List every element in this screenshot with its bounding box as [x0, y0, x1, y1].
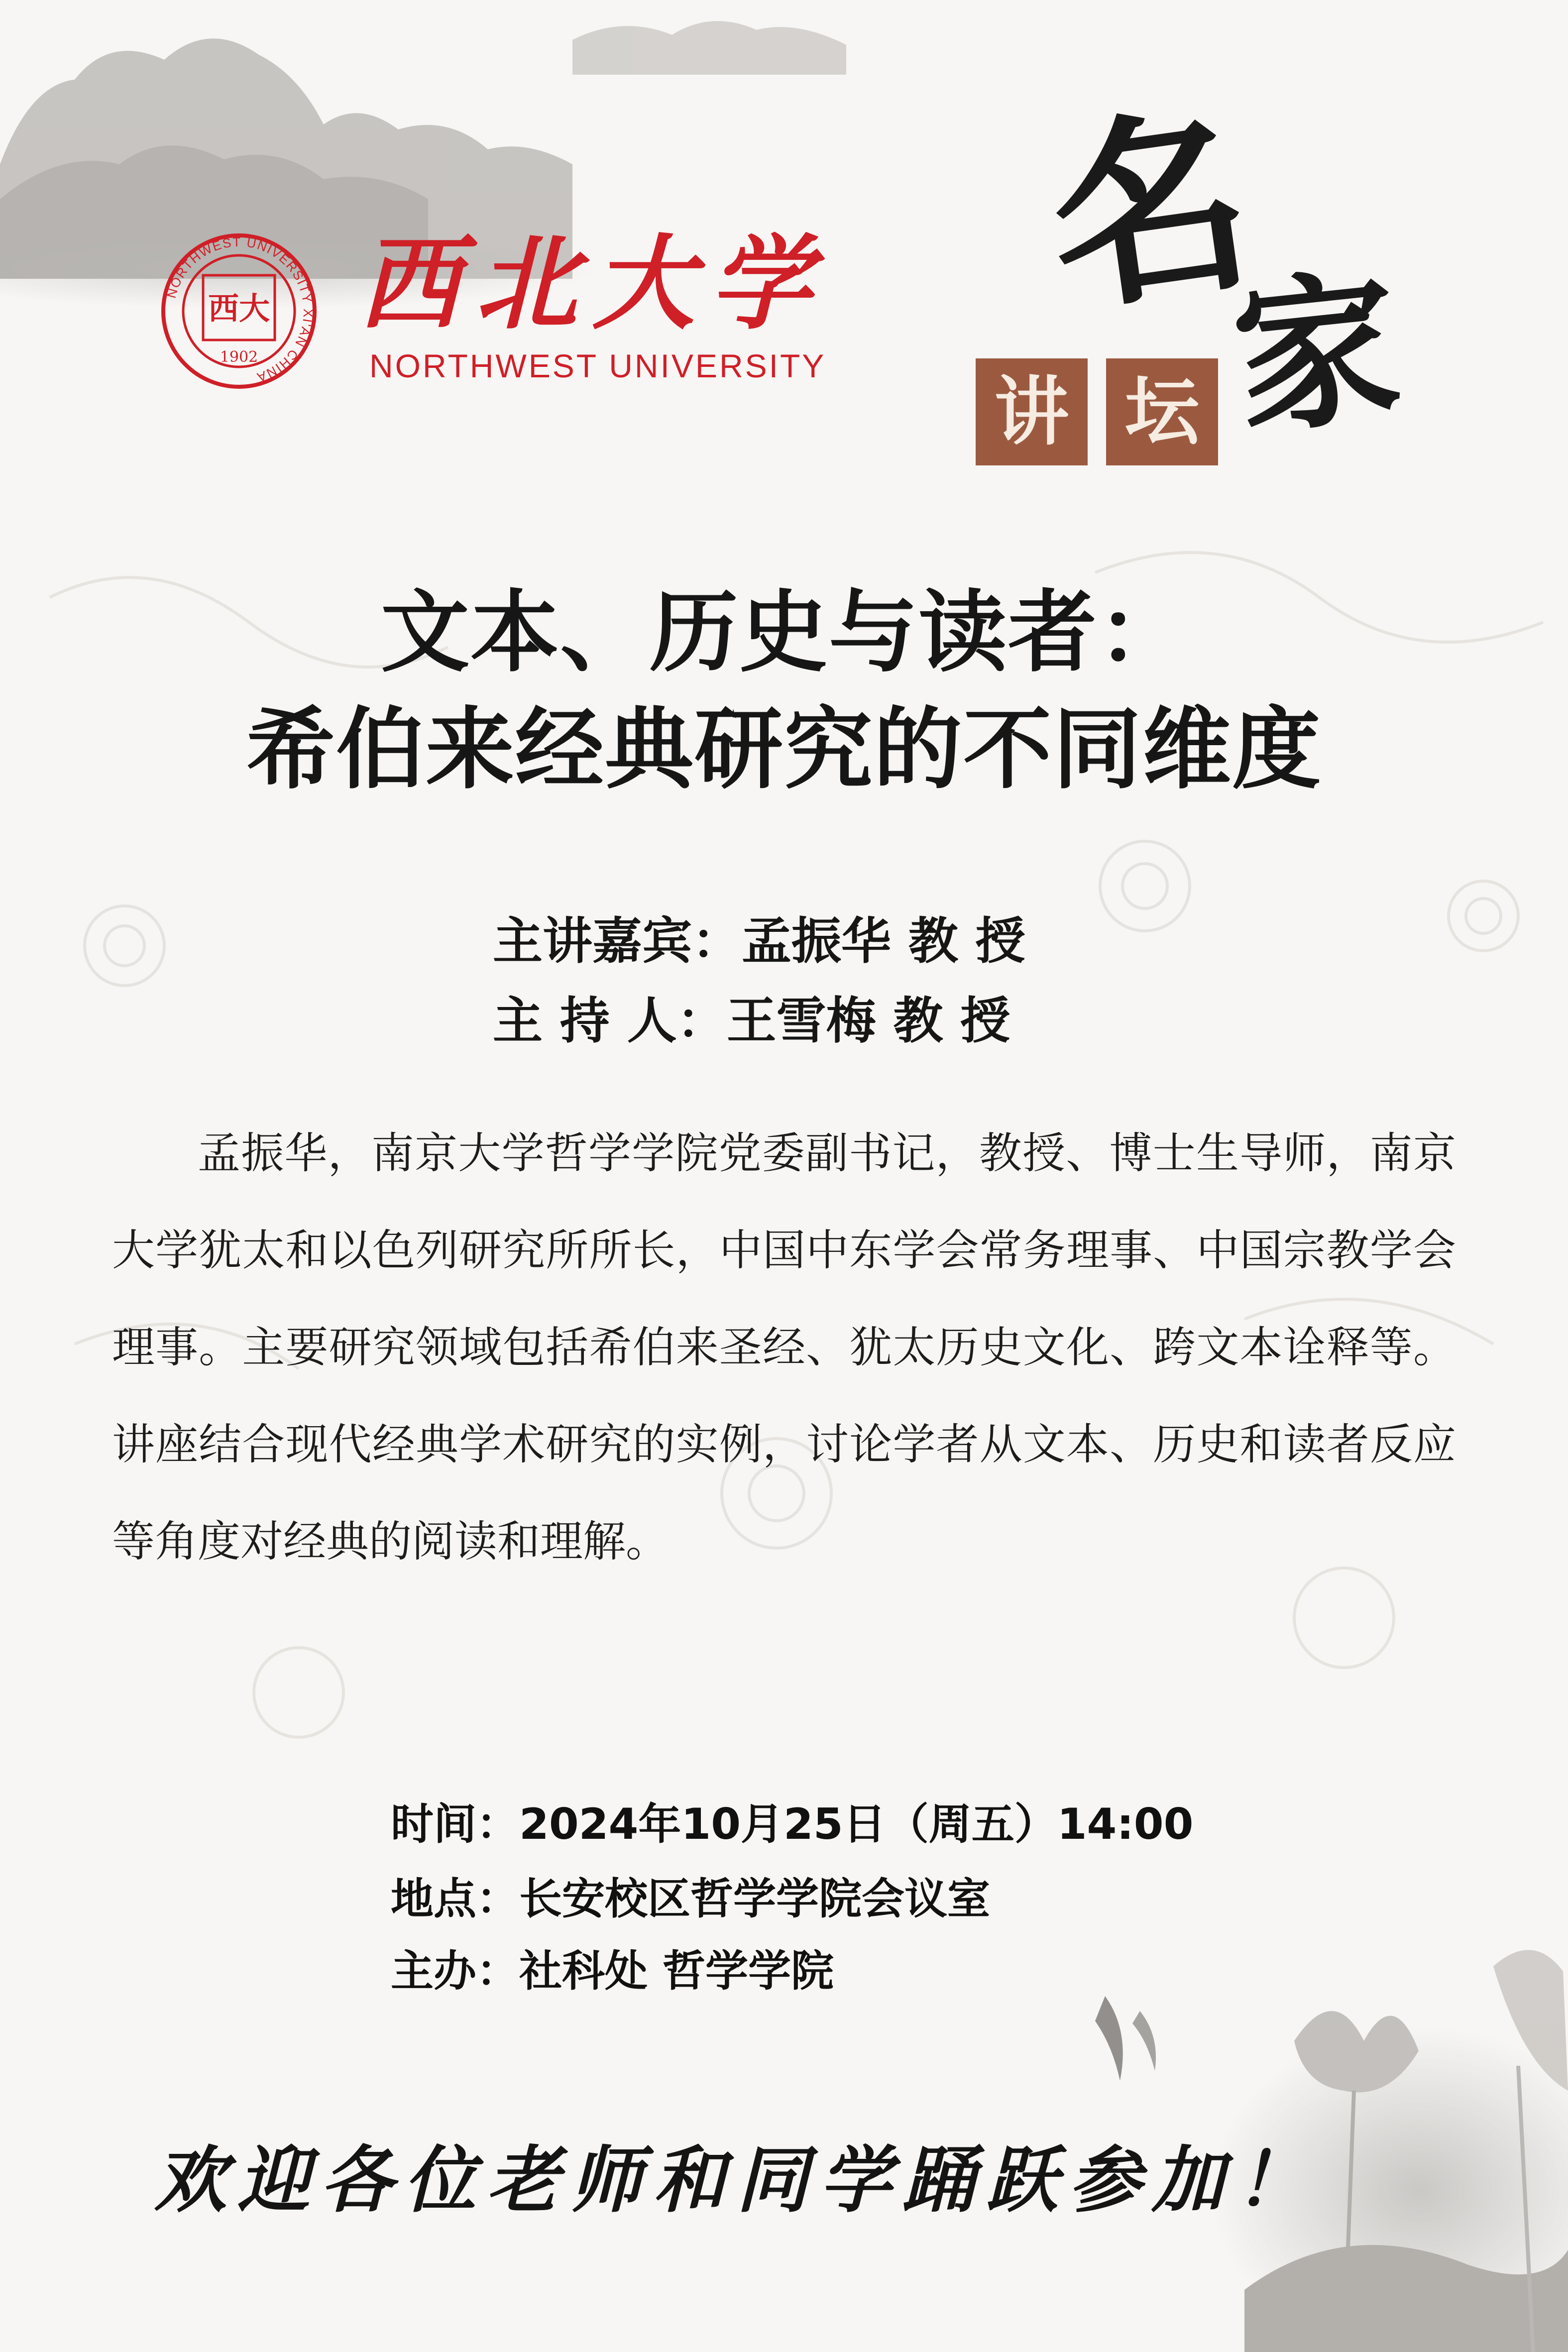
forum-brand-char-jia: 家: [1225, 248, 1409, 458]
forum-brand-box-jiang: 讲: [976, 358, 1088, 465]
welcome-message: 欢迎各位老师和同学踊跃参加！: [154, 2138, 1318, 2223]
seal-ring-text: NORTHWEST UNIVERSITY XI'AN CHINA: [163, 234, 316, 385]
lecture-title-line-1: 文本、历史与读者：: [381, 580, 1187, 684]
speaker-line: 主讲嘉宾：孟振华 教 授: [493, 911, 1025, 970]
seal-center-text: 西大: [208, 290, 270, 327]
university-name-cn: 西北大学: [358, 224, 826, 343]
event-place: 地点：长安校区哲学学院会议室: [391, 1874, 990, 1924]
university-seal: [159, 231, 319, 391]
university-name-en: NORTHWEST UNIVERSITY: [369, 347, 826, 384]
forum-brand-box-tan: 坛: [1106, 358, 1218, 465]
lecture-title-line-2: 希伯来经典研究的不同维度: [246, 697, 1322, 801]
event-time: 时间：2024年10月25日（周五）14:00: [391, 1799, 1194, 1849]
event-organizer: 主办：社科处 哲学学院: [391, 1946, 834, 1996]
host-line: 主 持 人：王雪梅 教 授: [493, 991, 1010, 1050]
seal-year: 1902: [220, 348, 258, 366]
forum-brand-char-ming: 名: [1035, 81, 1265, 341]
speaker-introduction: 孟振华，南京大学哲学学院党委副书记，教授、博士生导师，南京大学犹太和以色列研究所所长，中国中东学会常务理事、中国宗教学会理事。主要研究领域包括希伯来圣经、犹太历史文化、跨文本诠释等。讲座结合现代经典学术研究的实例，讨论学者从文本、历史和读者反应等角度对经典的阅读和理解。: [112, 1128, 1456, 1567]
